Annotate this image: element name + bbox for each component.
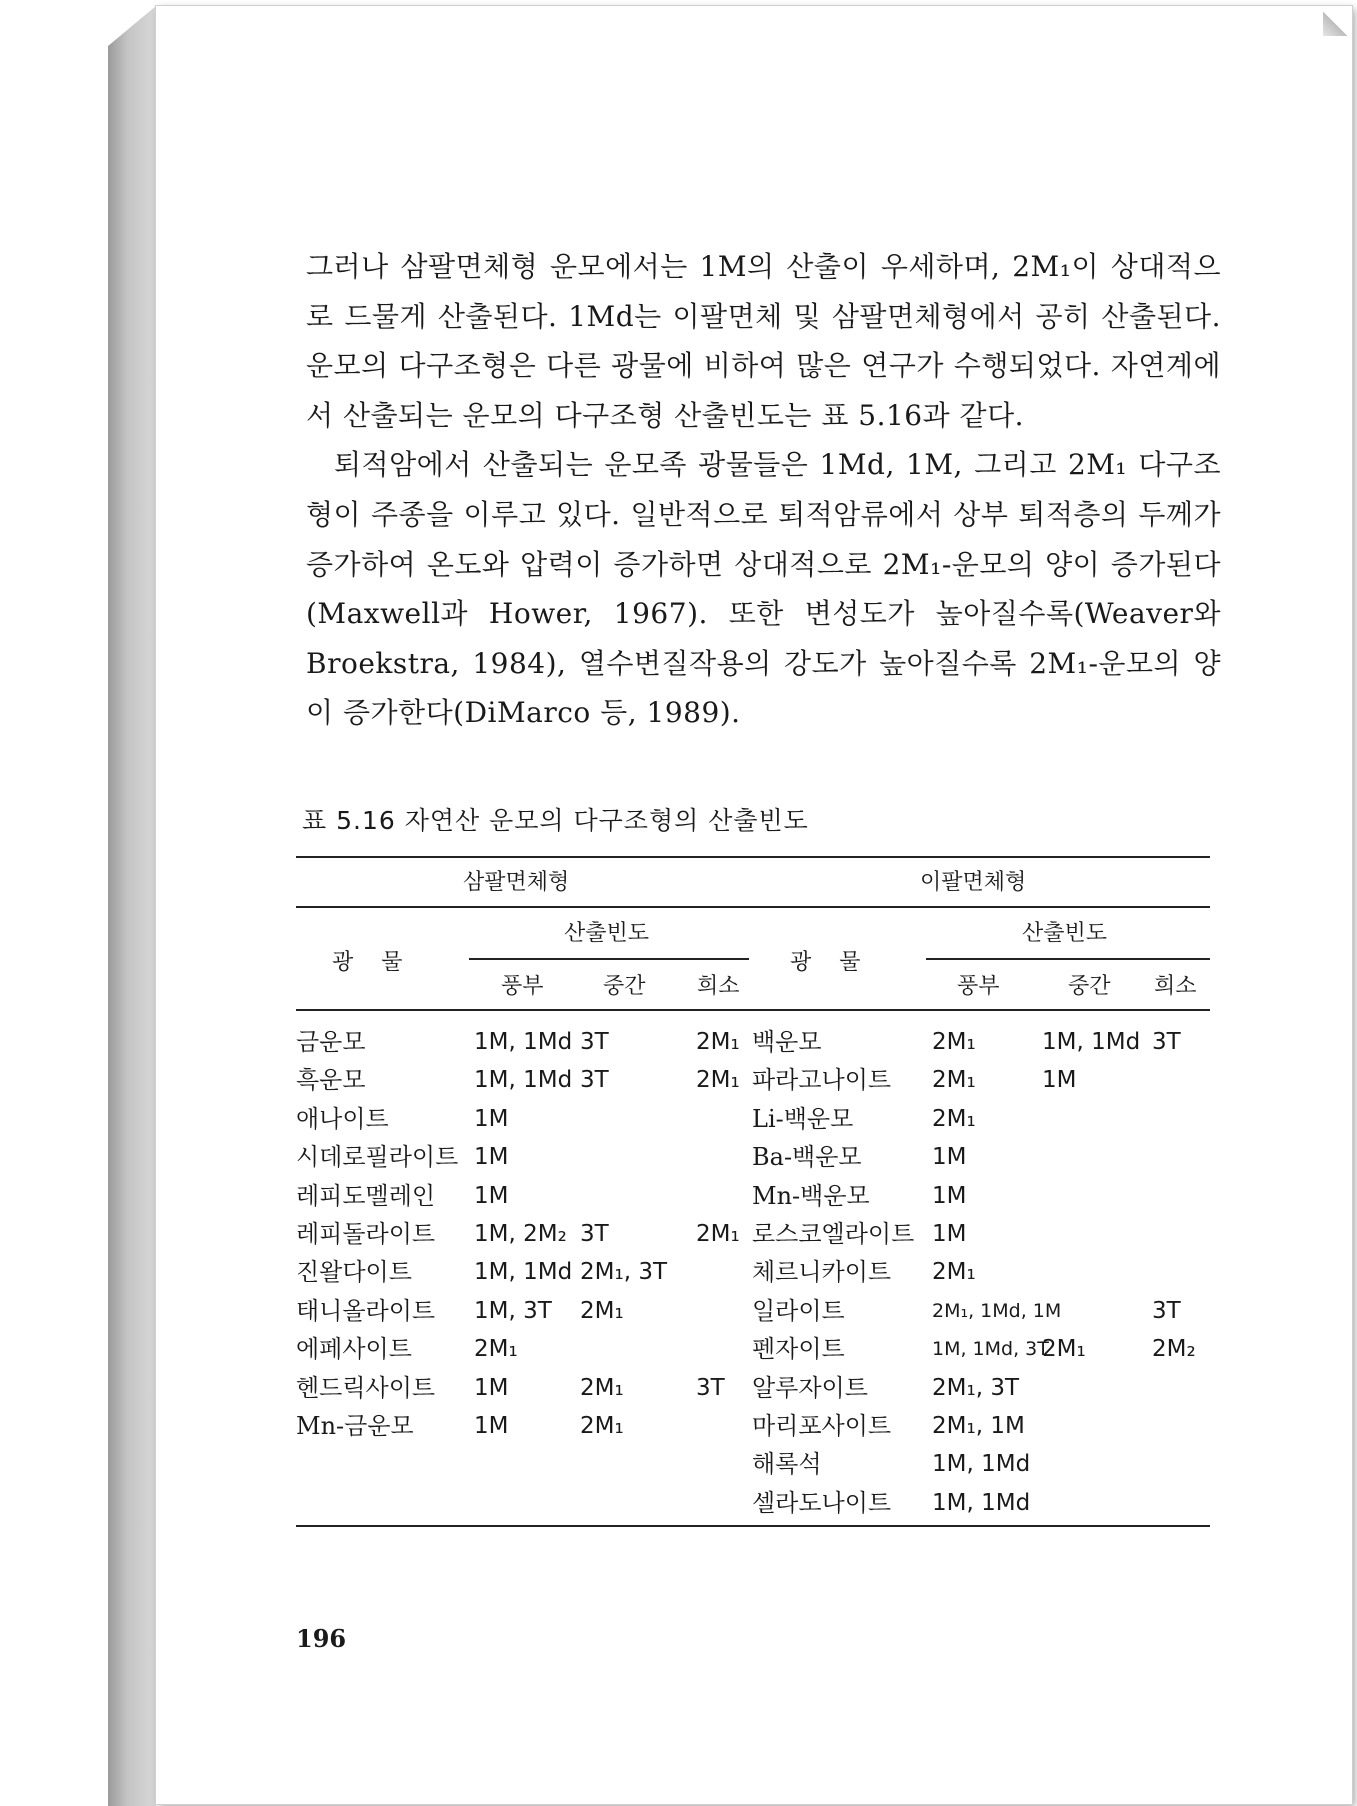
tri-freq-rule (469, 958, 749, 960)
table-group-rule (296, 906, 1210, 908)
paragraph-2: 퇴적암에서 산출되는 운모족 광물들은 1Md, 1M, 그리고 2M₁ 다구조형이 주종을 이루고 있다. 일반적으로 퇴적암류에서 상부 퇴적층의 두께가 증가하여 온도와 압력이 증가하면 상대적으로 2M₁-운모의 양이 증가된다(Maxwell과 Hower, 1967). 또한 변성도가 높아질수록(Weaver와 Broekstra, 1984), 열수변질작용의 강도가 높아질수록 2M₁-운모의 양이 증가한다(DiMarco 등, 1989). (306, 448, 1221, 730)
table-cell-tri-abundant: 1M (474, 1182, 509, 1209)
table-cell-di-medium: 1M (1042, 1067, 1077, 1094)
table-cell-di-abundant: 2M₁ (932, 1067, 976, 1094)
table-cell-di-mineral: 알루자이트 (752, 1373, 868, 1402)
table-cell-tri-mineral: 레피도멜레인 (296, 1181, 436, 1210)
table-cell-di-mineral: 체르니카이트 (752, 1258, 892, 1287)
table-cell-di-rare: 2M₂ (1152, 1336, 1196, 1363)
body-text (306, 242, 1221, 738)
col-header-mineral-tri: 광 물 (332, 950, 403, 975)
table-cell-di-mineral: 파라고나이트 (752, 1066, 892, 1095)
table-cell-di-abundant: 1M, 1Md (932, 1451, 1031, 1478)
page-number: 196 (296, 1624, 347, 1653)
table-cell-tri-abundant: 1M (474, 1105, 509, 1132)
book-spine (108, 6, 156, 1806)
table-cell-tri-mineral: 진왈다이트 (296, 1258, 412, 1287)
table-cell-tri-mineral: 레피돌라이트 (296, 1220, 436, 1248)
group-header-dioctahedral: 이팔면체형 (920, 870, 1027, 895)
table-cell-di-abundant: 2M₁, 3T (932, 1374, 1020, 1401)
table-cell-tri-rare: 3T (696, 1374, 725, 1401)
table-cell-di-abundant: 2M₁ (932, 1105, 976, 1132)
table-cell-tri-mineral: 애나이트 (296, 1104, 389, 1133)
table-cell-di-mineral: 일라이트 (752, 1296, 845, 1325)
col-header-mineral-di: 광 물 (790, 950, 861, 975)
table-cell-di-medium: 2M₁ (1042, 1336, 1086, 1363)
table-cell-di-mineral: 로스코엘라이트 (752, 1220, 915, 1248)
table-cell-di-mineral: Mn-백운모 (752, 1181, 870, 1210)
table-cell-tri-medium: 2M₁ (580, 1413, 624, 1439)
table-top-rule (296, 856, 1210, 858)
table-cell-tri-mineral: 태니올라이트 (296, 1296, 436, 1325)
table-cell-tri-abundant: 1M, 3T (474, 1297, 552, 1324)
di-freq-rule (926, 958, 1210, 960)
table-cell-di-abundant: 2M₁, 1M (932, 1413, 1025, 1439)
table-cell-di-mineral: 해록석 (752, 1450, 822, 1479)
col-header-rare-tri: 희소 (697, 974, 740, 999)
table-cell-di-mineral: 펜자이트 (752, 1335, 845, 1364)
table-cell-tri-abundant: 1M, 2M₂ (474, 1221, 567, 1247)
table-cell-di-mineral: 마리포사이트 (752, 1412, 892, 1440)
table-cell-tri-medium: 2M₁, 3T (580, 1259, 668, 1286)
table-cell-di-mineral: 셀라도나이트 (752, 1488, 892, 1517)
table-cell-di-abundant: 1M, 1Md, 3T (932, 1338, 1049, 1361)
table-cell-tri-abundant: 1M (474, 1374, 509, 1401)
col-header-freq-di: 산출빈도 (1022, 921, 1108, 946)
table-cell-di-abundant: 1M (932, 1221, 967, 1247)
col-header-freq-tri: 산출빈도 (564, 921, 650, 946)
table-cell-tri-abundant: 1M (474, 1413, 509, 1439)
table-cell-di-rare: 3T (1152, 1029, 1181, 1055)
table-cell-di-abundant: 1M (932, 1182, 967, 1209)
table-cell-tri-mineral: 시데로필라이트 (296, 1143, 459, 1172)
table-cell-tri-abundant: 2M₁ (474, 1336, 518, 1363)
table-cell-tri-medium: 3T (580, 1067, 609, 1094)
table-cell-tri-medium: 3T (580, 1221, 609, 1247)
col-header-abundant-di: 풍부 (957, 974, 1000, 999)
table-cell-di-abundant: 2M₁ (932, 1029, 976, 1055)
table-cell-tri-medium: 3T (580, 1029, 609, 1055)
table-cell-di-abundant: 1M, 1Md (932, 1489, 1031, 1516)
table-cell-di-rare: 3T (1152, 1297, 1181, 1324)
table-cell-di-abundant: 2M₁, 1Md, 1M (932, 1299, 1062, 1322)
table-cell-tri-rare: 2M₁ (696, 1221, 740, 1247)
col-header-rare-di: 희소 (1154, 974, 1197, 999)
paragraph-1: 그러나 삼팔면체형 운모에서는 1M의 산출이 우세하며, 2M₁이 상대적으로 드물게 산출된다. 1Md는 이팔면체 및 삼팔면체형에서 공히 산출된다. 운모의 다구조형은 다른 광물에 비하여 많은 연구가 수행되었다. 자연계에서 산출되는 운모의 다구조형 산출빈도는 표 5.16과 같다. (306, 250, 1221, 432)
table-cell-tri-mineral: 헨드릭사이트 (296, 1373, 436, 1402)
table-cell-di-mineral: Li-백운모 (752, 1104, 854, 1133)
table-cell-tri-mineral: Mn-금운모 (296, 1412, 414, 1440)
table-cell-tri-rare: 2M₁ (696, 1029, 740, 1055)
table-cell-di-mineral: Ba-백운모 (752, 1143, 862, 1172)
table-cell-tri-medium: 2M₁ (580, 1297, 624, 1324)
table-cell-tri-abundant: 1M, 1Md (474, 1029, 573, 1055)
table-header-rule (296, 1009, 1210, 1011)
col-header-medium-di: 중간 (1068, 974, 1111, 999)
page-corner (1323, 12, 1347, 36)
group-header-trioctahedral: 삼팔면체형 (463, 870, 570, 895)
col-header-abundant-tri: 풍부 (501, 974, 544, 999)
table-cell-di-mineral: 백운모 (752, 1028, 822, 1056)
table-bottom-rule (296, 1525, 1210, 1527)
col-header-medium-tri: 중간 (603, 974, 646, 999)
table-cell-di-medium: 1M, 1Md (1042, 1029, 1141, 1055)
table-cell-di-abundant: 2M₁ (932, 1259, 976, 1286)
table-cell-tri-abundant: 1M, 1Md (474, 1259, 573, 1286)
table-cell-tri-rare: 2M₁ (696, 1067, 740, 1094)
table-cell-tri-medium: 2M₁ (580, 1374, 624, 1401)
table-cell-tri-mineral: 흑운모 (296, 1066, 366, 1095)
table-cell-tri-abundant: 1M, 1Md (474, 1067, 573, 1094)
table-cell-tri-mineral: 에페사이트 (296, 1335, 412, 1364)
book-page (156, 6, 1352, 1804)
table-cell-tri-mineral: 금운모 (296, 1028, 366, 1056)
table-title: 표 5.16 자연산 운모의 다구조형의 산출빈도 (302, 806, 809, 835)
table-cell-di-abundant: 1M (932, 1144, 967, 1171)
table-cell-tri-abundant: 1M (474, 1144, 509, 1171)
